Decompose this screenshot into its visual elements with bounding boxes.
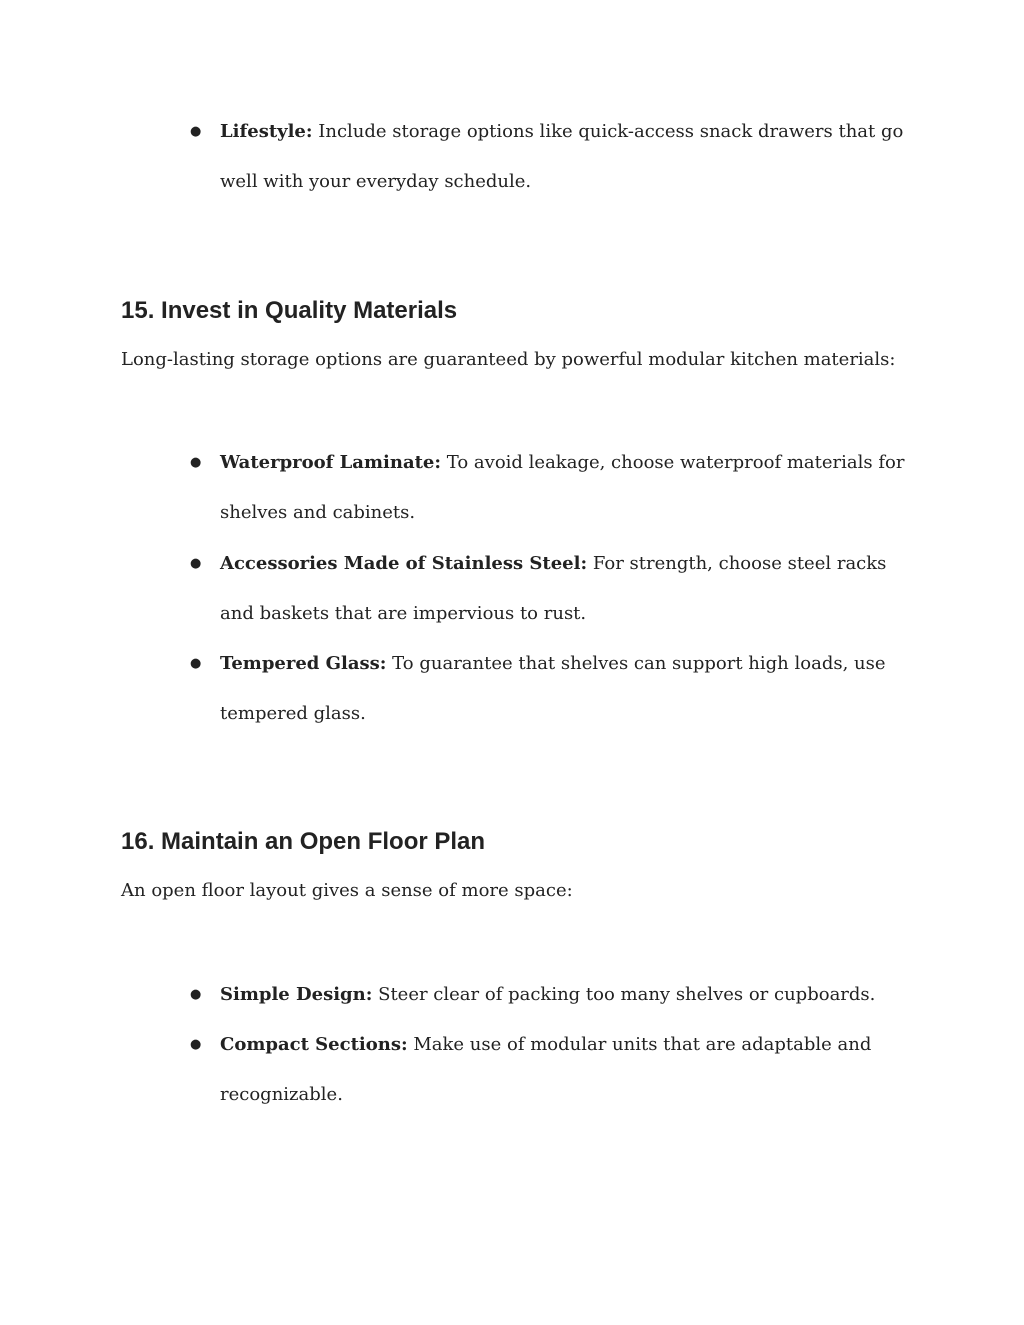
bullet-icon: ● — [190, 124, 202, 139]
bullet-icon: ● — [190, 556, 202, 571]
list-item-label: Compact Sections: — [220, 1034, 408, 1055]
bullet-icon: ● — [190, 987, 202, 1002]
list-item-label: Simple Design: — [220, 984, 373, 1005]
section-intro: Long-lasting storage options are guaranteed by powerful modular kitchen materials: — [121, 349, 896, 370]
list-item — [190, 438, 910, 538]
bullet-icon: ● — [190, 1037, 202, 1052]
list-item-text: Include storage options like quick-access snack drawers that go well with your everyday schedule. — [220, 121, 904, 192]
list-item-label: Lifestyle: — [220, 121, 313, 142]
list-item — [190, 1020, 910, 1120]
section-heading: 15. Invest in Quality Materials — [121, 297, 458, 324]
list-item-label: Waterproof Laminate: — [220, 452, 442, 473]
list-item — [190, 639, 910, 739]
bullet-icon: ● — [190, 455, 202, 470]
list-item-label: Accessories Made of Stainless Steel: — [220, 553, 588, 574]
list-item — [190, 970, 910, 1020]
list-item-text: To avoid leakage, choose waterproof materials for shelves and cabinets. — [220, 452, 905, 523]
list-item-text: Make use of modular units that are adaptable and recognizable. — [220, 1034, 872, 1105]
section-intro: An open floor layout gives a sense of more space: — [121, 880, 573, 901]
bullet-icon: ● — [190, 656, 202, 671]
list-item — [190, 539, 910, 639]
list-item-text: Steer clear of packing too many shelves or cupboards. — [372, 984, 876, 1005]
section-heading: 16. Maintain an Open Floor Plan — [121, 828, 486, 855]
list-item — [190, 107, 910, 207]
list-item-text: To guarantee that shelves can support high loads, use tempered glass. — [220, 653, 886, 724]
list-item-label: Tempered Glass: — [220, 653, 387, 674]
list-item-text: For strength, choose steel racks and baskets that are impervious to rust. — [220, 553, 887, 624]
